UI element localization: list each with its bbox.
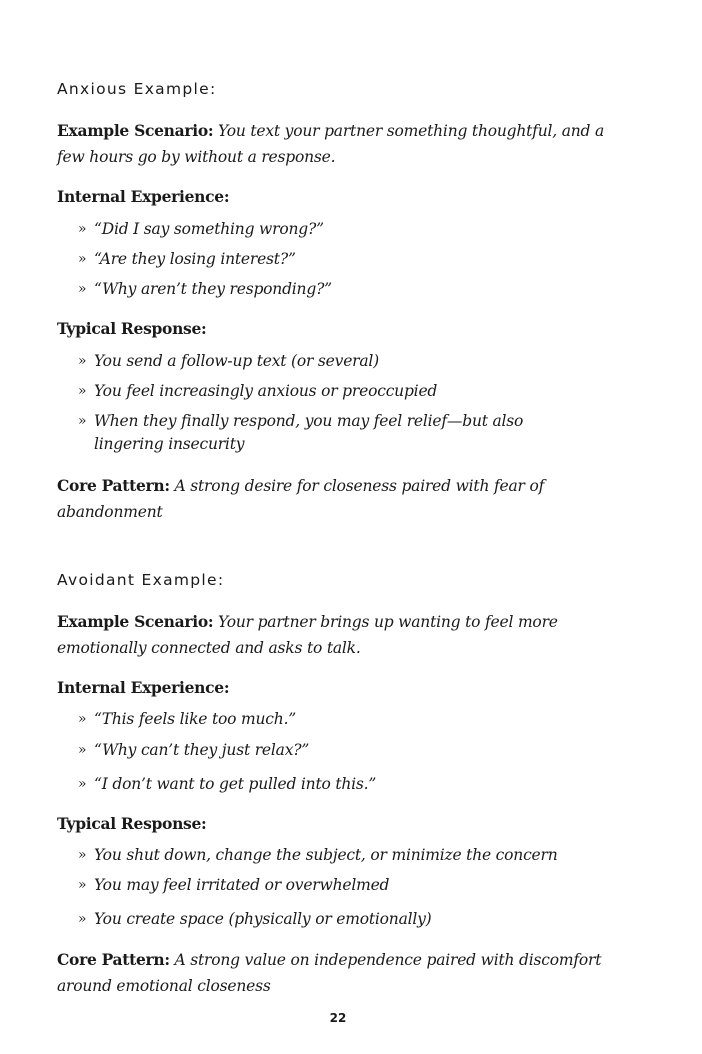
- avoidant-response-item: [78, 908, 588, 931]
- bullet-text: “Why can’t they just relax?”: [94, 741, 310, 759]
- bullet-text: You feel increasingly anxious or preoccupied: [94, 382, 438, 400]
- avoidant-response-item: [78, 874, 588, 897]
- bullet-mark: »: [78, 383, 87, 399]
- bullet-mark: »: [78, 353, 87, 369]
- anxious-core-label: Core Pattern:: [57, 476, 170, 495]
- bullet-mark: »: [78, 281, 87, 297]
- avoidant-response-item: [78, 844, 588, 867]
- bullet-mark: »: [78, 847, 87, 863]
- bullet-text: “Why aren’t they responding?”: [94, 280, 332, 298]
- anxious-response-item: [78, 380, 588, 403]
- avoidant-internal-label: Internal Experience:: [57, 678, 230, 697]
- avoidant-scenario-label: Example Scenario:: [57, 612, 214, 631]
- bullet-text: “This feels like too much.”: [94, 710, 297, 728]
- anxious-internal-item: [78, 248, 588, 271]
- bullet-text: You shut down, change the subject, or minimize the concern: [94, 846, 558, 864]
- anxious-scenario: [57, 118, 617, 170]
- anxious-internal-label: Internal Experience:: [57, 187, 230, 206]
- bullet-text: “Are they losing interest?”: [94, 250, 296, 268]
- bullet-mark: »: [78, 776, 87, 792]
- anxious-internal-item: [78, 278, 588, 301]
- page-number: 22: [329, 1011, 347, 1025]
- bullet-mark: »: [78, 251, 87, 267]
- bullet-text: “Did I say something wrong?”: [94, 220, 324, 238]
- avoidant-internal-item: [78, 739, 588, 762]
- bullet-mark: »: [78, 911, 87, 927]
- anxious-internal-item: [78, 218, 588, 241]
- avoidant-response-label: Typical Response:: [57, 814, 207, 833]
- avoidant-scenario-text: Your partner brings up wanting to feel more emotionally connected and asks to talk.: [57, 613, 558, 657]
- avoidant-core-pattern: [57, 947, 617, 999]
- bullet-text: You create space (physically or emotionally): [94, 910, 432, 928]
- bullet-text: You may feel irritated or overwhelmed: [94, 876, 390, 894]
- avoidant-scenario: [57, 609, 617, 661]
- anxious-scenario-text: You text your partner something thoughtful, and a few hours go by without a response.: [57, 122, 605, 166]
- anxious-response-label: Typical Response:: [57, 319, 207, 338]
- bullet-mark: »: [78, 742, 87, 758]
- anxious-response-item: [78, 410, 588, 456]
- bullet-mark: »: [78, 221, 87, 237]
- bullet-mark: »: [78, 877, 87, 893]
- bullet-mark: »: [78, 413, 87, 429]
- avoidant-internal-item: [78, 708, 588, 731]
- bullet-text: “I don’t want to get pulled into this.”: [94, 775, 377, 793]
- bullet-text: You send a follow-up text (or several): [94, 352, 380, 370]
- anxious-core-text: A strong desire for closeness paired with fear of abandonment: [57, 477, 545, 521]
- bullet-text: When they finally respond, you may feel relief—but also lingering insecurity: [94, 412, 524, 453]
- bullet-mark: »: [78, 711, 87, 727]
- anxious-core-pattern: [57, 473, 617, 525]
- avoidant-core-text: A strong value on independence paired with discomfort around emotional closeness: [57, 951, 602, 995]
- anxious-scenario-label: Example Scenario:: [57, 121, 214, 140]
- anxious-response-item: [78, 350, 588, 373]
- avoidant-core-label: Core Pattern:: [57, 950, 170, 969]
- anxious-heading: Anxious Example:: [57, 80, 217, 98]
- avoidant-internal-item: [78, 773, 588, 796]
- avoidant-heading: Avoidant Example:: [57, 571, 225, 589]
